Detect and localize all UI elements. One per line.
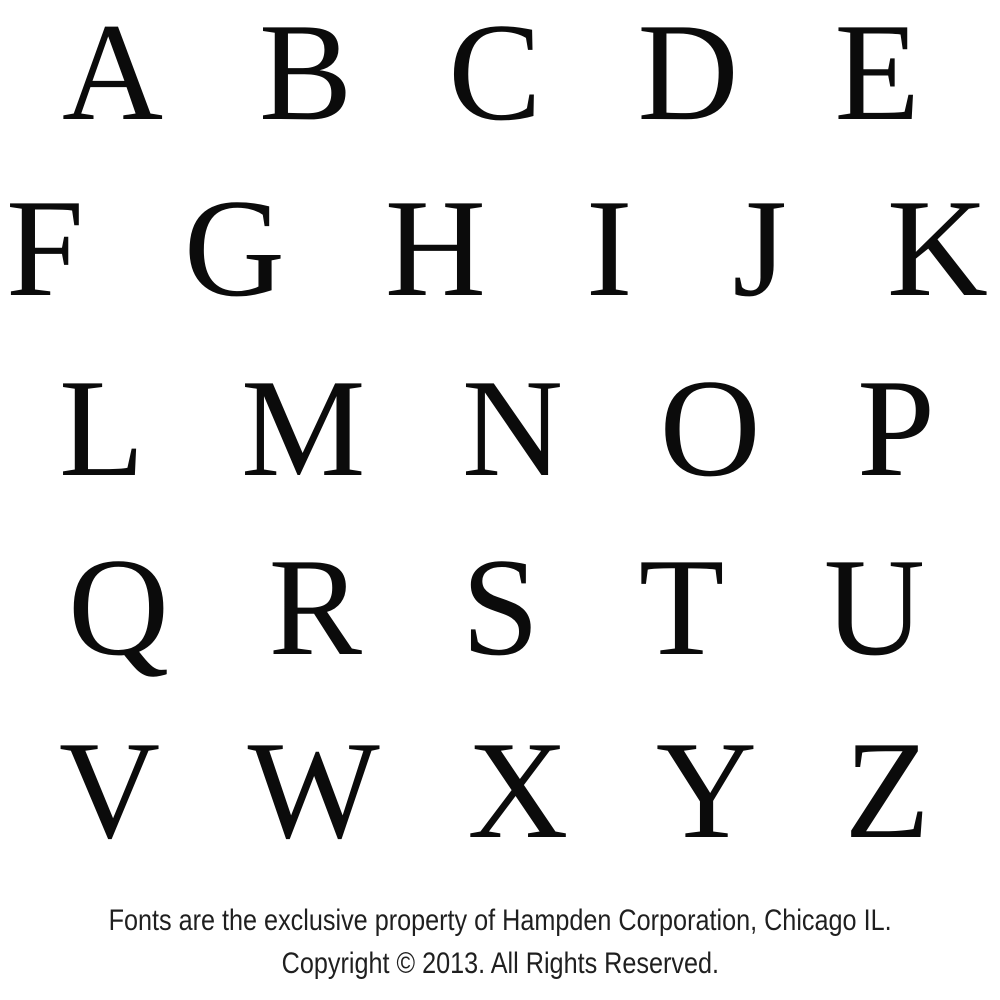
letter-r: R [268, 530, 362, 685]
alphabet-row-2 [0, 171, 1000, 326]
letter-p: P [857, 351, 935, 506]
letter-o: O [659, 351, 761, 506]
letter-l: L [59, 351, 145, 506]
alphabet-row-1 [0, 0, 1000, 150]
letter-w: W [247, 713, 380, 868]
alphabet-row-3 [0, 351, 1000, 506]
letter-h: H [384, 171, 486, 326]
letter-n: N [461, 351, 564, 506]
footer-property-notice [0, 906, 1000, 936]
letter-t: T [638, 530, 725, 685]
letter-s: S [461, 530, 540, 685]
letter-a: A [62, 0, 164, 150]
letter-z: Z [844, 713, 930, 868]
alphabet-row-4 [0, 530, 1000, 685]
letter-g: G [183, 171, 285, 326]
letter-x: X [467, 713, 569, 868]
letter-j: J [732, 171, 787, 326]
alphabet-row-5 [0, 713, 1000, 868]
letter-b: B [258, 0, 353, 150]
letter-c: C [448, 0, 542, 150]
letter-i: I [585, 171, 633, 326]
letter-q: Q [68, 530, 170, 685]
letter-k: K [886, 171, 988, 326]
letter-u: U [823, 530, 925, 685]
letter-y: Y [655, 713, 757, 868]
footer-copyright-notice-text: Copyright © 2013. All Rights Reserved. [281, 947, 719, 980]
letter-d: D [637, 0, 739, 150]
letter-v: V [59, 713, 161, 868]
letter-e: E [834, 0, 920, 150]
footer-copyright-notice [0, 949, 1000, 979]
footer-property-notice-text: Fonts are the exclusive property of Hampden Corporation, Chicago IL. [108, 904, 892, 937]
letter-f: F [6, 171, 84, 326]
letter-m: M [241, 351, 366, 506]
